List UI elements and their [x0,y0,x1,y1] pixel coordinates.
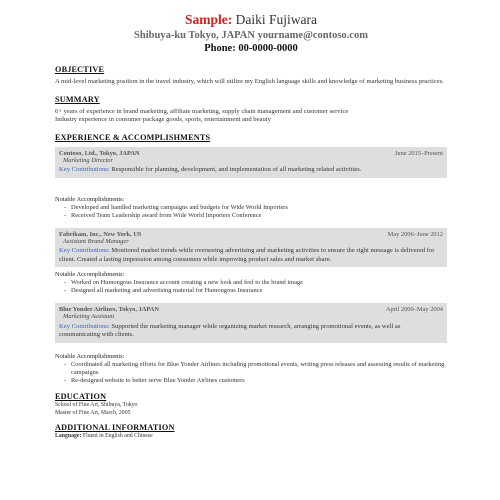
contrib-text: Supported the marketing manager while organizing market research, arranging promotional events, as well as communicating with clients. [59,322,401,339]
list-item: - Coordinated all marketing efforts for Blue Yonder Airlines including promotional events, writing press releases and assessing results of marketing campaigns [64,360,445,376]
job-company: Contoso, Ltd., Tokyo, JAPAN [59,149,140,157]
notable-title: Notable Accomplishments: [55,271,125,279]
phone-line: Phone: 00-0000-0000 [204,43,298,54]
accomplishment-list [55,279,447,295]
job-dates: May 2006–June 2012 [387,230,443,238]
candidate-name: Daiki Fujiwara [235,12,317,27]
experience-section [55,133,447,385]
job-contribution [59,247,443,264]
list-item: - Worked on Humongous Insurance account creating a new look and feel to the brand image [64,279,303,287]
language-label: Language: [55,433,82,440]
accomplishment-text: Re-designed website to better serve Blue Yonder Airlines customers [71,376,245,384]
language-value: Fluent in English and Chinese [81,433,153,440]
contrib-label: Key Contributions: [59,166,110,174]
resume-header [55,12,447,55]
job-company: Fabrikam, Inc., New York, US [59,230,142,238]
accomplishment-text: Coordinated all marketing efforts for Blue Yonder Airlines including promotional events, writing press releases and assessing results of marketing campaigns [71,360,445,376]
list-item: - Designed all marketing and advertising material for Humongous Insurance [64,287,263,295]
job-block [55,303,447,343]
job-block [55,228,447,268]
education-section [55,392,447,417]
list-item: - Received Team Leadership award from Wide World Importers Conference [64,211,262,219]
contrib-label: Key Contributions: [59,322,110,330]
accomplishment-list [55,204,447,220]
summary-lines [55,108,447,125]
summary-line: 6+ years of experience in brand marketing, affiliate marketing, supply chain management and customer service [55,107,349,115]
education-line: Master of Fine Art, March, 2005 [55,409,131,416]
notable-title: Notable Accomplishments: [55,352,125,360]
name-line [55,12,447,28]
job-company: Blue Yonder Airlines, Tokyo, JAPAN [59,306,160,314]
contrib-text: Monitored market trends while overseeing advertising and marketing activities to ensure the right message is delivered for client. Created a lasting impression among consumers while improving product sales and market share. [59,247,435,263]
accomplishment-list [55,361,447,385]
section-title-education: EDUCATION [55,391,107,401]
education-line: School of Fine Art, Shibuya, Tokyo [55,401,138,408]
language-line [55,433,447,441]
objective-section [55,65,447,87]
summary-section [55,95,447,125]
job-dates: June 2015–Present [394,149,443,157]
notable-title: Notable Accomplishments: [55,195,125,203]
summary-line: Industry experience in consumer package goods, sports, entertainment and beauty [55,116,271,124]
accomplishment-text: Worked on Humongous Insurance account creating a new look and feel to the brand image [71,279,303,287]
resume-page [55,12,447,490]
job-contribution [59,166,443,175]
list-item: - Developed and handled marketing campaigns and budgets for Wide World Importers [64,203,288,211]
job-title: Marketing Director [63,156,113,164]
contrib-label: Key Contributions: [59,247,110,255]
accomplishment-text: Designed all marketing and advertising material for Humongous Insurance [71,287,263,295]
section-title-additional: ADDITIONAL INFORMATION [55,423,175,433]
additional-section [55,423,447,441]
job-dates: April 2000–May 2004 [385,306,443,314]
address-line: Shibuya-ku Tokyo, JAPAN yourname@contoso.com [134,30,368,41]
section-title-summary: SUMMARY [55,94,100,104]
job-title: Marketing Assistant [63,313,115,321]
accomplishment-text: Received Team Leadership award from Wide World Importers Conference [71,211,262,219]
list-item: - Re-designed website to better serve Blue Yonder Airlines customers [64,376,245,384]
accomplishment-text: Developed and handled marketing campaigns and budgets for Wide World Importers [71,203,288,211]
name-prefix: Sample: [185,12,233,27]
section-title-experience: EXPERIENCE & ACCOMPLISHMENTS [55,132,211,142]
objective-text: A mid-level marketing position in the travel industry, which will utilize my English language skills and knowledge of marketing business practices. [55,78,444,85]
job-title: Assistant Brand Manager [63,237,129,245]
job-contribution [59,323,443,340]
contrib-text: Responsible for planning, development, and implementation of all marketing related activities. [109,166,362,174]
job-block [55,147,447,178]
section-title-objective: OBJECTIVE [55,65,105,74]
